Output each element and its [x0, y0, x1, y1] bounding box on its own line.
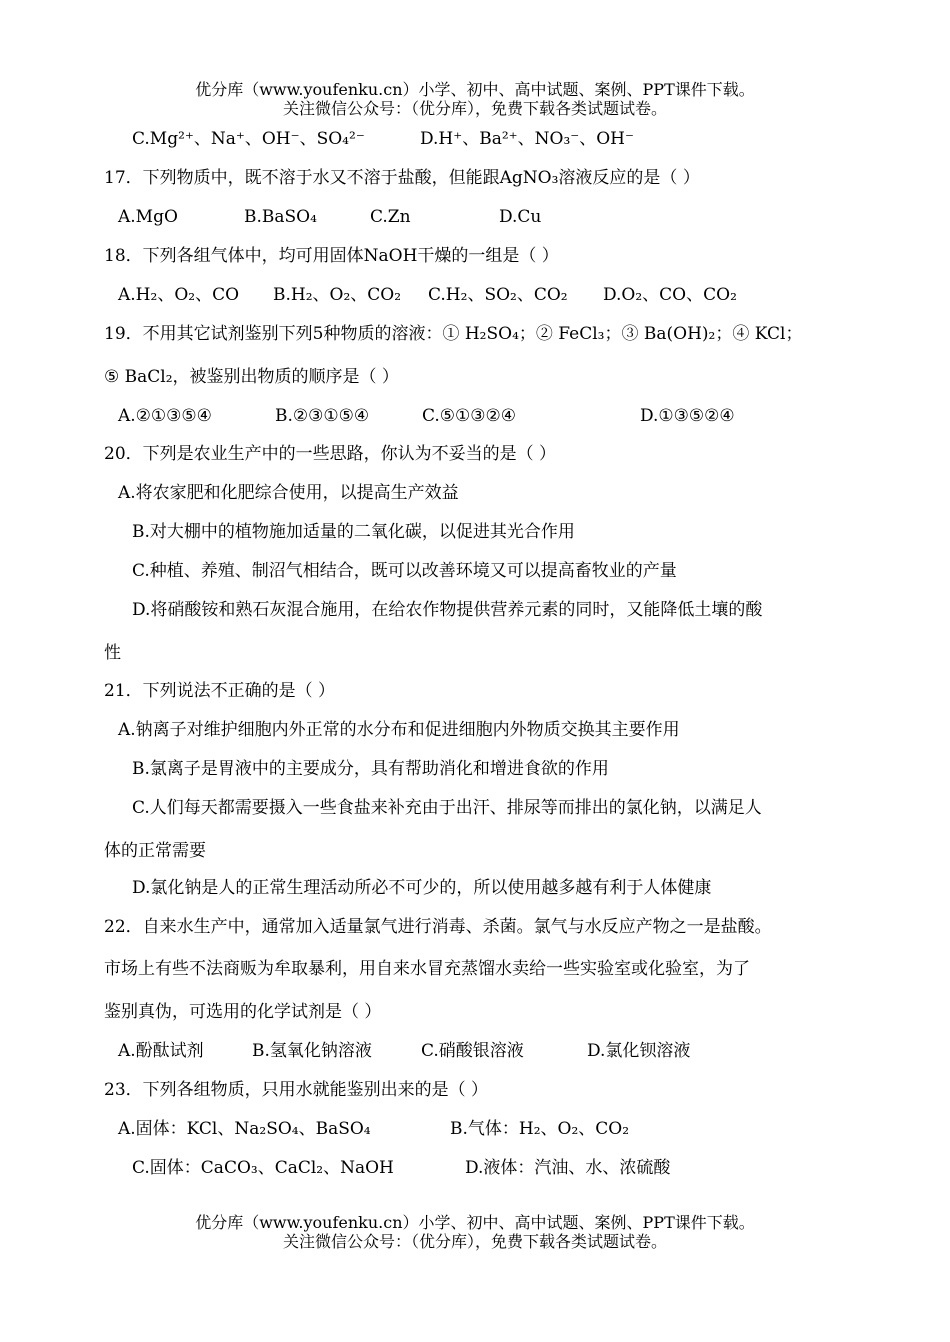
- header-line-1: 优分库（www.youfenku.cn）小学、初中、高中试题、案例、PPT课件下载。: [195, 80, 755, 99]
- footer-line-2: 关注微信公众号：（优分库），免费下载各类试题试卷。: [282, 1232, 667, 1251]
- footer-line-1: 优分库（www.youfenku.cn）小学、初中、高中试题、案例、PPT课件下载。: [195, 1213, 755, 1232]
- q20-stem: 20．下列是农业生产中的一些思路，你认为不妥当的是（ ）: [104, 444, 557, 464]
- q18-option-a: A.H₂、O₂、CO: [118, 285, 240, 305]
- q20-option-c: C.种植、养殖、制沼气相结合，既可以改善环境又可以提高畜牧业的产量: [132, 561, 677, 581]
- q19-option-a: A.②①③⑤④: [118, 406, 212, 426]
- q21-stem: 21．下列说法不正确的是（ ）: [104, 681, 336, 701]
- q17-stem: 17．下列物质中，既不溶于水又不溶于盐酸，但能跟AgNO₃溶液反应的是（ ）: [104, 168, 700, 188]
- q17-option-c: C.Zn: [370, 207, 411, 227]
- header-line-2: 关注微信公众号：（优分库），免费下载各类试题试卷。: [282, 99, 667, 118]
- q18-option-d: D.O₂、CO、CO₂: [603, 285, 737, 305]
- q20-option-d-line-2: 性: [104, 643, 121, 663]
- q21-option-a: A.钠离子对维护细胞内外正常的水分布和促进细胞内外物质交换其主要作用: [118, 720, 680, 740]
- q20-option-d-line-1: D.将硝酸铵和熟石灰混合施用，在给农作物提供营养元素的同时，又能降低土壤的酸: [132, 600, 763, 620]
- q19-option-b: B.②③①⑤④: [275, 406, 370, 426]
- q21-option-c-line-1: C.人们每天都需要摄入一些食盐来补充由于出汗、排尿等而排出的氯化钠，以满足人: [132, 798, 762, 818]
- q22-option-a: A.酚酞试剂: [118, 1041, 204, 1061]
- q21-option-b: B.氯离子是胃液中的主要成分，具有帮助消化和增进食欲的作用: [132, 759, 609, 779]
- q22-stem-line-2: 市场上有些不法商贩为牟取暴利，用自来水冒充蒸馏水卖给一些实验室或化验室，为了: [104, 959, 750, 979]
- q20-option-a: A.将农家肥和化肥综合使用，以提高生产效益: [118, 483, 459, 503]
- q23-stem: 23．下列各组物质，只用水就能鉴别出来的是（ ）: [104, 1080, 489, 1100]
- q22-stem-line-3: 鉴别真伪，可选用的化学试剂是（ ）: [104, 1002, 382, 1022]
- q22-option-b: B.氢氧化钠溶液: [252, 1041, 372, 1061]
- q22-option-c: C.硝酸银溶液: [421, 1041, 524, 1061]
- q20-option-b: B.对大棚中的植物施加适量的二氧化碳，以促进其光合作用: [132, 522, 575, 542]
- q19-stem-line-1: 19．不用其它试剂鉴别下列5种物质的溶液：① H₂SO₄；② FeCl₃；③ Ba(OH)₂；④ KCl；: [104, 324, 803, 344]
- q23-option-a: A.固体：KCl、Na₂SO₄、BaSO₄: [118, 1119, 371, 1139]
- q19-stem-line-2: ⑤ BaCl₂，被鉴别出物质的顺序是（ ）: [104, 367, 399, 387]
- q22-option-d: D.氯化钡溶液: [587, 1041, 691, 1061]
- q21-option-c-line-2: 体的正常需要: [104, 841, 206, 861]
- q18-stem: 18．下列各组气体中，均可用固体NaOH干燥的一组是（ ）: [104, 246, 559, 266]
- q17-option-b: B.BaSO₄: [244, 207, 317, 227]
- q17-option-d: D.Cu: [499, 207, 542, 227]
- q23-option-c: C.固体：CaCO₃、CaCl₂、NaOH: [132, 1158, 394, 1178]
- q23-option-d: D.液体：汽油、水、浓硫酸: [465, 1158, 671, 1178]
- q17-option-a: A.MgO: [118, 207, 178, 227]
- q16-option-d: D.H⁺、Ba²⁺、NO₃⁻、OH⁻: [420, 129, 634, 149]
- q22-stem-line-1: 22．自来水生产中，通常加入适量氯气进行消毒、杀菌。氯气与水反应产物之一是盐酸。: [104, 917, 772, 937]
- q16-option-c: C.Mg²⁺、Na⁺、OH⁻、SO₄²⁻: [132, 129, 365, 149]
- q19-option-c: C.⑤①③②④: [422, 406, 517, 426]
- q21-option-d: D.氯化钠是人的正常生理活动所必不可少的，所以使用越多越有利于人体健康: [132, 878, 712, 898]
- q23-option-b: B.气体：H₂、O₂、CO₂: [450, 1119, 630, 1139]
- q18-option-c: C.H₂、SO₂、CO₂: [428, 285, 568, 305]
- q19-option-d: D.①③⑤②④: [640, 406, 735, 426]
- q18-option-b: B.H₂、O₂、CO₂: [273, 285, 402, 305]
